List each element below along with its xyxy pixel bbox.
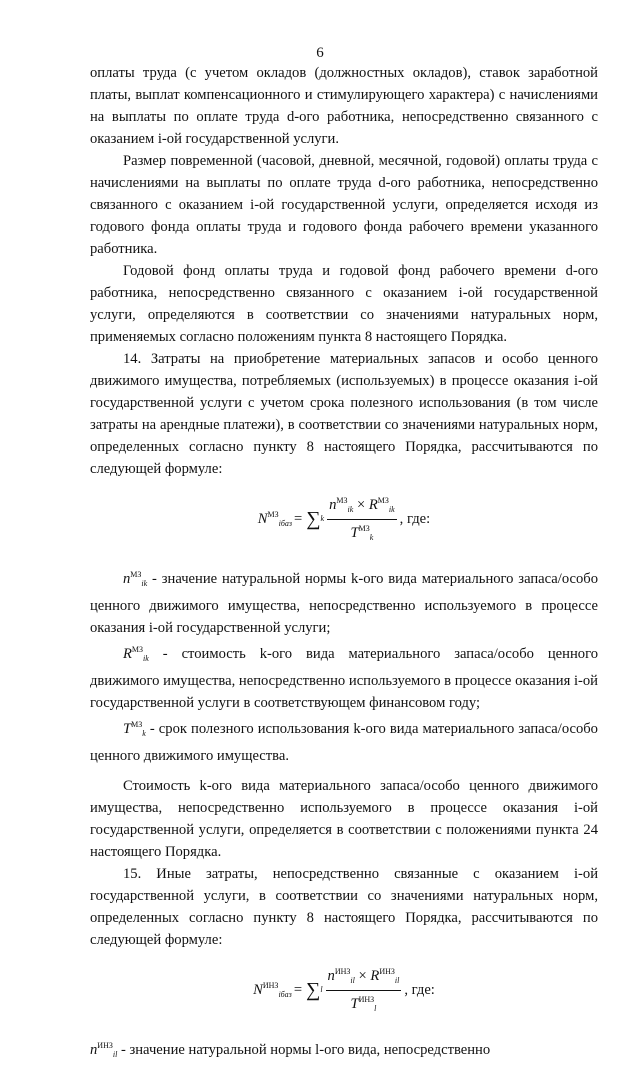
definition-symbol: $R^{МЗ}_{ik}$ bbox=[123, 645, 149, 663]
formula-sigma: ∑ bbox=[306, 508, 321, 530]
definition-item: $n^{ИНЗ}_{il}$ - значение натуральной нормы l-ого вида, непосредственно bbox=[90, 1041, 491, 1059]
paragraph: оплаты труда (с учетом окладов (должностных окладов), ставок заработной платы, выплат компенсационного и стимулирующего характера) с начислениями на выплаты по оплате труда d-ого работника, непосредственно связанного с оказанием i-ой государственной услуги. bbox=[90, 65, 598, 147]
formula-lhs: $N^{ИНЗ}_{iбаз}$ bbox=[253, 980, 292, 999]
formula-numerator: $n^{МЗ}_{ik} \times R^{МЗ}_{ik}$ bbox=[327, 492, 397, 520]
definition-item: $R^{МЗ}_{ik}$ - стоимость k-ого вида материального запаса/особо ценного движимого имущества, непосредственно используемого в процессе оказания i-ой государственной услуги в соответствующем финансовом году; bbox=[90, 645, 598, 711]
formula-equals: = bbox=[294, 511, 303, 527]
formula-tail: , где: bbox=[404, 982, 435, 998]
definition-symbol: $n^{МЗ}_{ik}$ bbox=[123, 570, 148, 588]
paragraph: Размер повременной (часовой, дневной, месячной, годовой) оплаты труда с начислениями на выплаты по оплате труда d-ого работника, непосредственно связанного с оказанием i-ой государственной услуги, определяется исходя из годового фонда оплаты труда и годового фонда рабочего времени указанного работника. bbox=[90, 153, 598, 257]
formula-sigma-index: k bbox=[320, 514, 325, 523]
formula-tail: , где: bbox=[399, 511, 431, 527]
formula-fraction bbox=[327, 492, 397, 547]
formula-fraction bbox=[326, 963, 402, 1018]
formula-other-costs bbox=[90, 963, 598, 1017]
formula-lhs: $N^{МЗ}_{iбаз}$ bbox=[257, 509, 293, 528]
paragraph-section-15: 15. Иные затраты, непосредственно связанные с оказанием i-ой государственной услуги, в соответствии со значениями натуральных норм, определенных согласно пункту 8 настоящего Порядка, рассчитываются по следующей формуле: bbox=[90, 866, 598, 948]
page-number: 6 bbox=[316, 45, 324, 61]
formula-denominator: $T^{МЗ}_k$ bbox=[350, 523, 374, 542]
formula-sigma: ∑ bbox=[306, 979, 321, 1001]
definition-item: $n^{МЗ}_{ik}$ - значение натуральной нормы k-ого вида материального запаса/особо ценного движимого имущества, непосредственно используемого в процессе оказания i-ой государственной услуги; bbox=[90, 570, 598, 636]
paragraph: Стоимость k-ого вида материального запаса/особо ценного движимого имущества, непосредственно используемого в процессе оказания i-ой государственной услуги, определяется в соответствии с положениями пункта 24 настоящего Порядка. bbox=[90, 778, 598, 860]
formula-numerator: $n^{ИНЗ}_{il} \times R^{ИНЗ}_{il}$ bbox=[326, 963, 402, 991]
document-body bbox=[90, 62, 598, 1066]
formula-sigma-index: l bbox=[320, 985, 323, 994]
definition-symbol: $n^{ИНЗ}_{il}$ bbox=[90, 1041, 118, 1059]
formula-material-costs bbox=[90, 492, 598, 546]
paragraph-section-14: 14. Затраты на приобретение материальных запасов и особо ценного движимого имущества, потребляемых (используемых) в процессе оказания i-ой государственной услуги с учетом срока полезного использования (в том числе затраты на арендные платежи), в соответствии со значениями натуральных норм, определенных согласно пункту 8 настоящего Порядка, рассчитываются по следующей формуле: bbox=[90, 351, 598, 477]
definition-symbol: $T^{МЗ}_k$ bbox=[123, 720, 146, 738]
definition-item: $T^{МЗ}_k$ - срок полезного использования k-ого вида материального запаса/особо ценного движимого имущества. bbox=[90, 720, 598, 764]
paragraph: Годовой фонд оплаты труда и годовой фонд рабочего времени d-ого работника, непосредственно связанного с оказанием i-ой государственной услуги, определяются в соответствии со значениями натуральных норм, применяемых согласно положениям пункта 8 настоящего Порядка. bbox=[90, 263, 598, 345]
formula-equals: = bbox=[293, 982, 303, 998]
formula-denominator: $T^{ИНЗ}_l$ bbox=[350, 994, 377, 1013]
